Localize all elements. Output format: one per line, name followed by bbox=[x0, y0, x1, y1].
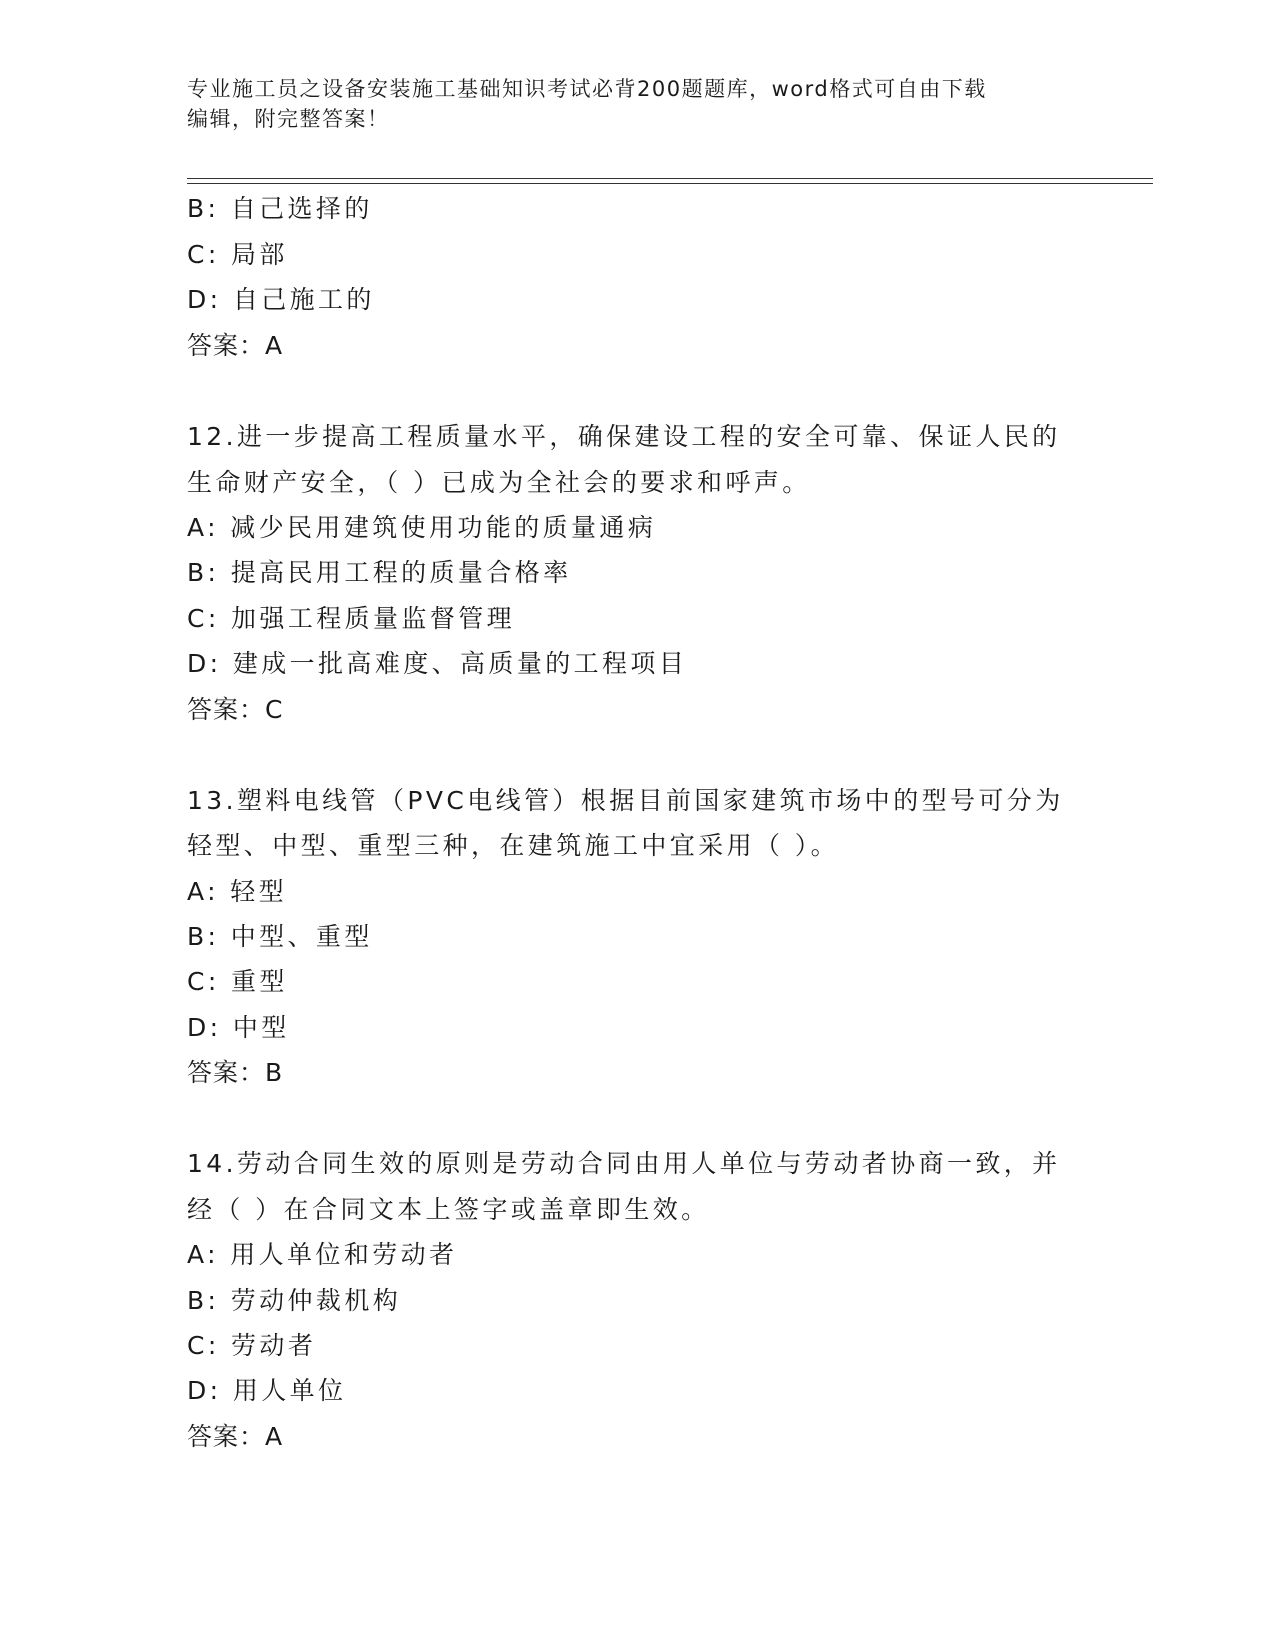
prev-question-option-c: C: 局部 bbox=[187, 240, 288, 269]
question-13-stem-line-2: 轻型、中型、重型三种，在建筑施工中宜采用（ ）。 bbox=[187, 831, 840, 860]
question-12-option-c: C: 加强工程质量监督管理 bbox=[187, 604, 516, 633]
question-13-option-d: D: 中型 bbox=[187, 1013, 290, 1042]
question-14-answer: 答案：A bbox=[187, 1422, 284, 1451]
question-12-option-b: B: 提高民用工程的质量合格率 bbox=[187, 558, 572, 587]
question-14-option-b: B: 劳动仲裁机构 bbox=[187, 1286, 402, 1315]
question-13-option-c: C: 重型 bbox=[187, 967, 288, 996]
prev-question-option-b: B: 自己选择的 bbox=[187, 194, 373, 223]
question-14-option-c: C: 劳动者 bbox=[187, 1331, 317, 1360]
header-divider-top bbox=[187, 178, 1153, 179]
question-13-stem-line-1: 13.塑料电线管（PVC电线管）根据目前国家建筑市场中的型号可分为 bbox=[187, 786, 1064, 815]
header-line-1: 专业施工员之设备安装施工基础知识考试必背200题题库，word格式可自由下载 bbox=[187, 77, 987, 101]
question-12-stem-line-1: 12.进一步提高工程质量水平，确保建设工程的安全可靠、保证人民的 bbox=[187, 422, 1061, 451]
header-line-2: 编辑，附完整答案！ bbox=[187, 107, 390, 131]
document-header bbox=[187, 74, 1087, 134]
question-13-option-a: A: 轻型 bbox=[187, 877, 288, 906]
question-14-option-d: D: 用人单位 bbox=[187, 1376, 347, 1405]
question-12-option-d: D: 建成一批高难度、高质量的工程项目 bbox=[187, 649, 688, 678]
question-14-option-a: A: 用人单位和劳动者 bbox=[187, 1240, 458, 1269]
prev-question-option-d: D: 自己施工的 bbox=[187, 285, 375, 314]
prev-question-answer: 答案：A bbox=[187, 331, 284, 360]
header-divider-bottom bbox=[187, 183, 1153, 184]
question-13-answer: 答案：B bbox=[187, 1058, 284, 1087]
question-12-answer: 答案：C bbox=[187, 695, 284, 724]
question-12-stem-line-2: 生命财产安全，（ ）已成为全社会的要求和呼声。 bbox=[187, 468, 811, 497]
question-14-stem-line-1: 14.劳动合同生效的原则是劳动合同由用人单位与劳动者协商一致，并 bbox=[187, 1149, 1061, 1178]
question-12-option-a: A: 减少民用建筑使用功能的质量通病 bbox=[187, 513, 657, 542]
question-13-option-b: B: 中型、重型 bbox=[187, 922, 373, 951]
question-14-stem-line-2: 经（ ）在合同文本上签字或盖章即生效。 bbox=[187, 1195, 710, 1224]
